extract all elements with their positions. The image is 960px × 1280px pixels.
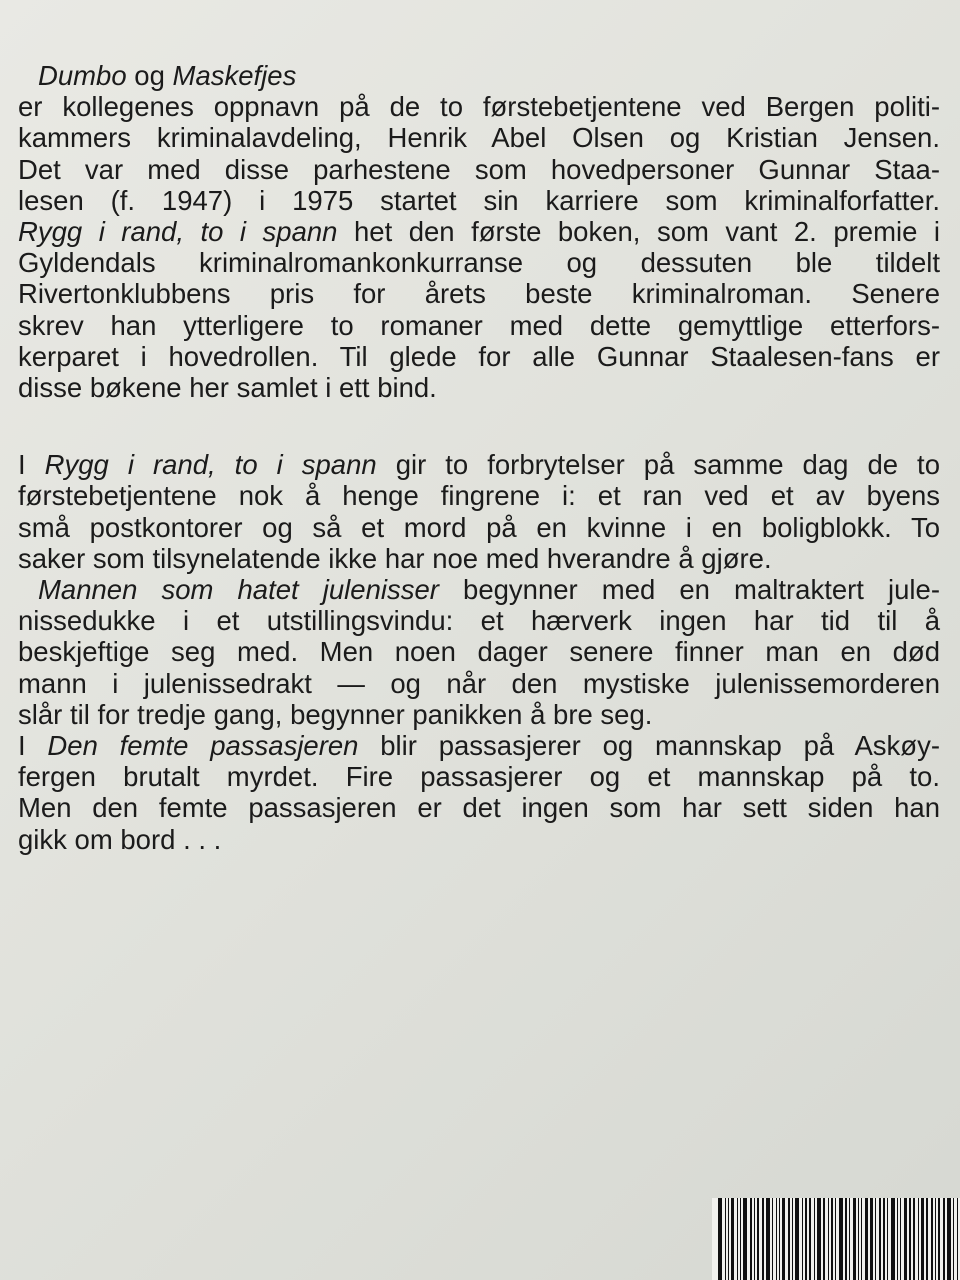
barcode-bar: [766, 1198, 770, 1280]
text-run: kammers kriminalavdeling, Henrik Abel Olsen og Kristian Jensen.: [18, 122, 940, 154]
barcode-bar: [943, 1198, 945, 1280]
barcode-bar: [891, 1198, 895, 1280]
text-line: [18, 480, 940, 511]
barcode-bar: [887, 1198, 888, 1280]
text-line: [18, 247, 940, 278]
text-run: beskjeftige seg med. Men noen dager senere finner man en død: [18, 636, 940, 668]
barcode-bar: [814, 1198, 815, 1280]
barcode-bar: [772, 1198, 773, 1280]
text-run: gikk om bord . . .: [18, 823, 222, 855]
book-title-italic: Rygg i rand, to i spann: [44, 449, 377, 481]
barcode-bar: [782, 1198, 784, 1280]
barcode-bar: [953, 1198, 954, 1280]
barcode-bar: [828, 1198, 829, 1280]
barcode-bar: [926, 1198, 927, 1280]
barcode-bar: [839, 1198, 843, 1280]
barcode-bar: [897, 1198, 898, 1280]
text-line: [18, 543, 940, 574]
barcode-bar: [823, 1198, 825, 1280]
barcode-bar: [788, 1198, 790, 1280]
text-run: saker som tilsynelatende ikke har noe med hverandre å gjøre.: [18, 542, 772, 574]
text-line: [18, 216, 940, 247]
paragraph: [18, 449, 940, 855]
text-run: Men den femte passasjeren er det ingen som har sett siden han: [18, 792, 940, 824]
barcode-bar: [809, 1198, 811, 1280]
text-line: [18, 574, 940, 605]
barcode-bar: [831, 1198, 832, 1280]
text-run: og: [126, 60, 173, 91]
text-line: [18, 512, 940, 543]
book-title-italic: Rygg i rand, to i spann: [18, 216, 338, 248]
paragraph: [18, 60, 940, 403]
barcode-bar: [743, 1198, 747, 1280]
text-run: er kollegenes oppnavn på de to førstebetjentene ved Bergen politi-: [18, 91, 940, 123]
barcode-bar: [795, 1198, 799, 1280]
text-run: skrev han ytterligere to romaner med dette gemyttlige etterfors-: [18, 309, 940, 341]
text-run: begynner med en maltraktert jule-: [438, 574, 940, 606]
text-run: I: [18, 449, 45, 481]
text-line: [18, 91, 940, 122]
book-title-italic: Den femte passasjeren: [47, 730, 359, 762]
text-line: [18, 449, 940, 480]
barcode-bar: [909, 1198, 911, 1280]
barcode-bar: [757, 1198, 758, 1280]
barcode-bar: [835, 1198, 836, 1280]
barcode-bar: [762, 1198, 764, 1280]
barcode-bar: [870, 1198, 874, 1280]
text-run: mann i julenissedrakt — og når den mystiske julenissemorderen: [18, 667, 940, 699]
text-run: Gyldendals kriminalromankonkurranse og dessuten ble tildelt: [18, 247, 940, 279]
barcode-bar: [861, 1198, 862, 1280]
text-run: blir passasjerer og mannskap på Askøy-: [358, 730, 941, 762]
paragraph-gap: [18, 403, 940, 449]
text-line: [18, 792, 940, 823]
barcode-bar: [900, 1198, 901, 1280]
text-run: gir to forbrytelser på samme dag de to: [376, 449, 940, 481]
text-run: I: [18, 730, 48, 762]
barcode-bar: [858, 1198, 859, 1280]
book-title-italic: Dumbo: [38, 60, 127, 91]
barcode-bar: [913, 1198, 914, 1280]
text-run: små postkontorer og så et mord på en kvinne i en boligblokk. To: [18, 511, 940, 543]
barcode-bar: [718, 1198, 722, 1280]
barcode-bar: [879, 1198, 880, 1280]
barcode-bar: [731, 1198, 733, 1280]
barcode-bar: [921, 1198, 925, 1280]
barcode-bar: [947, 1198, 951, 1280]
barcode-bar: [817, 1198, 821, 1280]
text-run: lesen (f. 1947) i 1975 startet sin karriere som kriminalforfatter.: [18, 184, 940, 216]
barcode-bar: [845, 1198, 847, 1280]
barcode-bar: [853, 1198, 855, 1280]
text-run: fergen brutalt myrdet. Fire passasjerer og et mannskap på to.: [18, 761, 940, 793]
barcode-bar: [792, 1198, 793, 1280]
text-line: [18, 699, 940, 730]
text-run: førstebetjentene nok å henge fingrene i: et ran ved et av byens: [18, 480, 940, 512]
barcode-bar: [865, 1198, 867, 1280]
text-line: [18, 154, 940, 185]
text-line: [18, 60, 940, 91]
text-run: Det var med disse parhestene som hovedpersoner Gunnar Staa-: [18, 153, 940, 185]
back-cover-text: [18, 60, 940, 855]
text-line: [18, 605, 940, 636]
barcode-bar: [883, 1198, 885, 1280]
text-run: Rivertonklubbens pris for årets beste kriminalroman. Senere: [18, 278, 940, 310]
text-line: [18, 341, 940, 372]
text-line: [18, 185, 940, 216]
barcode-bar: [904, 1198, 906, 1280]
barcode: [712, 1198, 960, 1280]
barcode-bar: [728, 1198, 729, 1280]
text-line: [18, 668, 940, 699]
barcode-bar: [849, 1198, 850, 1280]
barcode-bar: [805, 1198, 806, 1280]
book-title-italic: Mannen som hatet julenisser: [38, 574, 439, 606]
barcode-bar: [776, 1198, 777, 1280]
barcode-bar: [750, 1198, 752, 1280]
barcode-bar: [725, 1198, 726, 1280]
book-title-italic: Maskefjes: [172, 60, 297, 91]
barcode-bar: [957, 1198, 958, 1280]
barcode-bar: [938, 1198, 939, 1280]
text-line: [18, 122, 940, 153]
barcode-bar: [935, 1198, 936, 1280]
text-run: disse bøkene her samlet i ett bind.: [18, 372, 437, 404]
text-line: [18, 372, 940, 403]
barcode-bar: [740, 1198, 741, 1280]
barcode-bar: [754, 1198, 755, 1280]
barcode-bar: [918, 1198, 919, 1280]
barcode-bar: [931, 1198, 933, 1280]
text-run: slår til for tredje gang, begynner panikken å bre seg.: [18, 698, 653, 730]
text-line: [18, 636, 940, 667]
barcode-bar: [875, 1198, 876, 1280]
barcode-bar: [802, 1198, 803, 1280]
text-line: [18, 761, 940, 792]
text-run: nissedukke i et utstillingsvindu: et hærverk ingen har tid til å: [18, 605, 940, 637]
barcode-bar: [779, 1198, 780, 1280]
text-line: [18, 310, 940, 341]
text-line: [18, 278, 940, 309]
text-line: [18, 730, 940, 761]
barcode-bar: [737, 1198, 738, 1280]
text-line: [18, 824, 940, 855]
text-run: het den første boken, som vant 2. premie i: [337, 216, 940, 248]
text-run: kerparet i hovedrollen. Til glede for alle Gunnar Staalesen-fans er: [18, 340, 940, 372]
